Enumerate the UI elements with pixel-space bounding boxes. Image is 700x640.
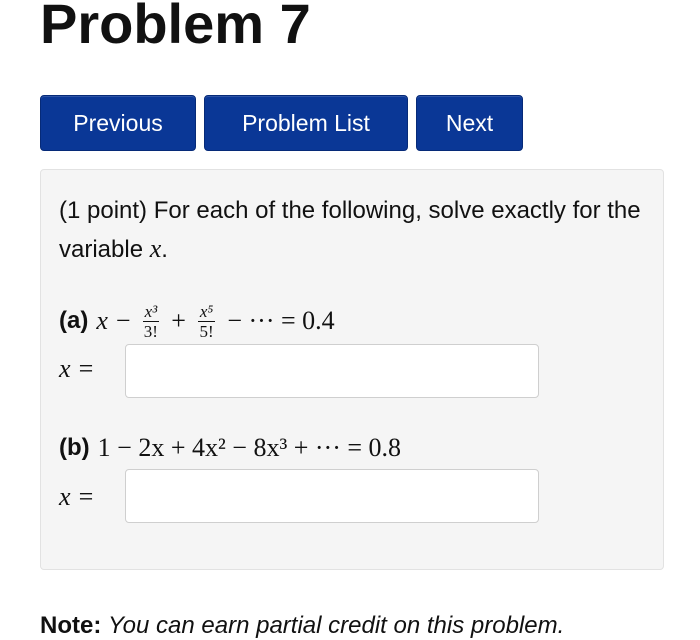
fraction-2-numerator: x⁵ [199,301,214,321]
part-b-equation-text: 1 − 2x + 4x² − 8x³ + ··· = 0.8 [97,433,402,462]
note-label: Note: [40,612,102,639]
previous-button[interactable]: Previous [40,95,196,151]
page-title: Problem 7 [40,0,311,55]
fraction-2-denominator: 5! [199,321,214,341]
fraction-1-numerator: x³ [144,301,158,321]
intro-variable: x [149,234,162,263]
fraction-1-denominator: 3! [143,321,158,341]
partial-credit-note [40,612,564,640]
part-a-fraction-1 [143,303,160,340]
next-button[interactable]: Next [416,95,523,151]
part-b-equation [59,428,401,468]
intro-text: (1 point) For each of the following, solve exactly for the variable [59,197,641,263]
part-a-label: (a) [59,307,89,334]
part-a-x: x [96,306,108,335]
part-a-answer-label: x = [59,354,95,383]
problem-intro [59,192,649,269]
intro-period: . [161,236,168,263]
part-a-equation [59,298,335,344]
note-text: You can earn partial credit on this problem. [108,612,565,639]
part-a-plus: + [171,306,186,335]
part-b-answer-label: x = [59,482,95,511]
problem-panel [40,169,664,570]
problem-list-button[interactable]: Problem List [204,95,408,151]
part-a-minus: − [115,306,131,335]
part-a-tail: − ··· = 0.4 [227,306,335,335]
part-a-answer-input[interactable] [125,344,539,398]
part-b-answer-input[interactable] [125,469,539,523]
part-b-label: (b) [59,434,90,461]
part-a-fraction-2 [198,303,215,340]
